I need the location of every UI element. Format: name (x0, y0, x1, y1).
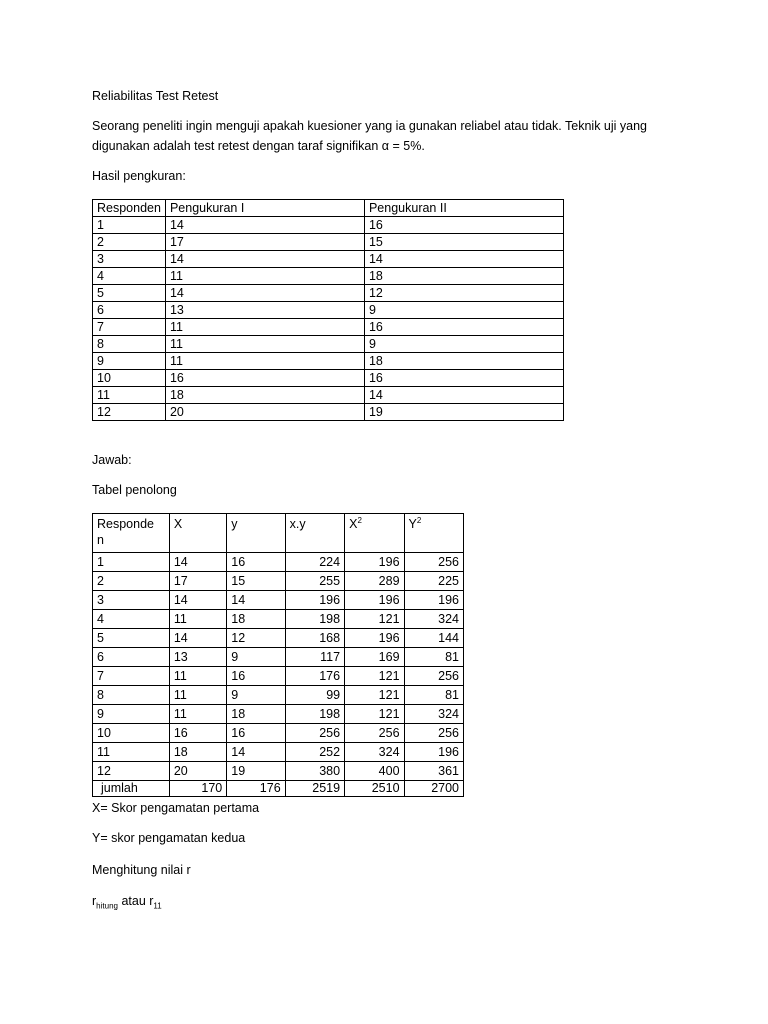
table-row (93, 285, 564, 302)
table-cell: 7 (93, 667, 170, 686)
table-cell: 400 (345, 762, 404, 781)
header-responden: Responde n (93, 514, 170, 553)
table-cell: 81 (404, 686, 463, 705)
table-cell: 12 (364, 285, 563, 302)
header-responden: Responden (93, 200, 166, 217)
table-cell: 256 (285, 724, 344, 743)
table-cell: 324 (345, 743, 404, 762)
table-cell: 9 (93, 705, 170, 724)
table-row (93, 353, 564, 370)
table-row (93, 610, 464, 629)
document-title: Reliabilitas Test Retest (92, 89, 219, 103)
table-cell: 16 (165, 370, 364, 387)
table-cell: 18 (227, 610, 285, 629)
table-cell: 14 (169, 553, 226, 572)
table-header-row (93, 514, 464, 553)
table-cell: 380 (285, 762, 344, 781)
table-header-row (93, 200, 564, 217)
header-pengukuran-2: Pengukuran II (364, 200, 563, 217)
table-cell: 224 (285, 553, 344, 572)
table-cell: 15 (364, 234, 563, 251)
table-cell: 256 (404, 553, 463, 572)
table-cell: 14 (227, 591, 285, 610)
table-cell: 99 (285, 686, 344, 705)
table-cell: 4 (93, 610, 170, 629)
table-row (93, 705, 464, 724)
table-cell: 9 (227, 648, 285, 667)
table-cell: 121 (345, 667, 404, 686)
table-row (93, 319, 564, 336)
table-cell: 13 (169, 648, 226, 667)
table-cell: 6 (93, 302, 166, 319)
table-cell: 9 (364, 336, 563, 353)
table-cell: 16 (227, 553, 285, 572)
table-cell: 10 (93, 724, 170, 743)
table-cell: 6 (93, 648, 170, 667)
table-cell: 256 (404, 667, 463, 686)
table-cell: 14 (165, 217, 364, 234)
total-cell: 176 (227, 781, 285, 797)
table-cell: 3 (93, 591, 170, 610)
table-cell: 14 (364, 251, 563, 268)
table-cell: 361 (404, 762, 463, 781)
table-cell: 16 (364, 319, 563, 336)
table-cell: 11 (93, 387, 166, 404)
table-cell: 176 (285, 667, 344, 686)
table-cell: 18 (169, 743, 226, 762)
results-heading: Hasil pengkuran: (92, 169, 186, 183)
intro-line-2: digunakan adalah test retest dengan taraf signifikan α = 5%. (92, 139, 425, 153)
table-cell: 19 (227, 762, 285, 781)
header-pengukuran-1: Pengukuran I (165, 200, 364, 217)
table-row (93, 667, 464, 686)
answer-heading: Jawab: (92, 453, 132, 467)
table-cell: 196 (404, 743, 463, 762)
table-cell: 255 (285, 572, 344, 591)
table-cell: 18 (165, 387, 364, 404)
helper-table-heading: Tabel penolong (92, 483, 177, 497)
table-row (93, 370, 564, 387)
table-cell: 14 (364, 387, 563, 404)
table-cell: 20 (165, 404, 364, 421)
table-cell: 14 (165, 251, 364, 268)
table-cell: 5 (93, 629, 170, 648)
table-cell: 2 (93, 572, 170, 591)
table-cell: 252 (285, 743, 344, 762)
table-row (93, 629, 464, 648)
helper-table (92, 513, 464, 797)
table-cell: 8 (93, 686, 170, 705)
total-cell: 2700 (404, 781, 463, 797)
header-xy: x.y (285, 514, 344, 553)
table-cell: 7 (93, 319, 166, 336)
table-cell: 198 (285, 705, 344, 724)
table-row (93, 268, 564, 285)
intro-line-1: Seorang peneliti ingin menguji apakah kuesioner yang ia gunakan reliabel atau tidak. Teknik uji yang (92, 119, 648, 133)
table-row (93, 336, 564, 353)
table-cell: 169 (345, 648, 404, 667)
table-cell: 9 (364, 302, 563, 319)
table-cell: 11 (169, 686, 226, 705)
table-cell: 10 (93, 370, 166, 387)
table-cell: 225 (404, 572, 463, 591)
header-x: X (169, 514, 226, 553)
table-cell: 196 (285, 591, 344, 610)
table-row (93, 404, 564, 421)
table-row (93, 217, 564, 234)
table-cell: 8 (93, 336, 166, 353)
table-cell: 117 (285, 648, 344, 667)
total-cell: 2510 (345, 781, 404, 797)
table-cell: 289 (345, 572, 404, 591)
table-cell: 256 (345, 724, 404, 743)
total-cell: 170 (169, 781, 226, 797)
table-cell: 11 (169, 667, 226, 686)
table-cell: 11 (93, 743, 170, 762)
table-cell: 15 (227, 572, 285, 591)
table-cell: 121 (345, 705, 404, 724)
table-row (93, 724, 464, 743)
table-cell: 9 (227, 686, 285, 705)
table-cell: 13 (165, 302, 364, 319)
table-cell: 14 (227, 743, 285, 762)
table-cell: 324 (404, 610, 463, 629)
table-cell: 18 (227, 705, 285, 724)
table-cell: 196 (345, 591, 404, 610)
compute-heading: Menghitung nilai r (92, 863, 191, 877)
header-y-squared: $Y^2$ (404, 514, 463, 553)
table-cell: 16 (227, 667, 285, 686)
table-cell: 16 (364, 217, 563, 234)
y-definition: Y= skor pengamatan kedua (92, 831, 246, 845)
table-cell: 121 (345, 610, 404, 629)
table-row (93, 387, 564, 404)
table-cell: 1 (93, 217, 166, 234)
table-row (93, 648, 464, 667)
table-cell: 12 (93, 762, 170, 781)
table-cell: 11 (169, 610, 226, 629)
table-row (93, 591, 464, 610)
table-cell: 4 (93, 268, 166, 285)
total-cell: 2519 (285, 781, 344, 797)
table-row (93, 553, 464, 572)
table-cell: 81 (404, 648, 463, 667)
table-cell: 196 (345, 553, 404, 572)
table-cell: 9 (93, 353, 166, 370)
table-cell: 5 (93, 285, 166, 302)
table-cell: 14 (169, 629, 226, 648)
table-cell: 12 (227, 629, 285, 648)
table-cell: 121 (345, 686, 404, 705)
table-row (93, 743, 464, 762)
table-cell: 14 (169, 591, 226, 610)
table-cell: 11 (165, 353, 364, 370)
table-cell: 17 (165, 234, 364, 251)
header-x-squared: $X^2$ (345, 514, 404, 553)
table-cell: 144 (404, 629, 463, 648)
table-cell: 2 (93, 234, 166, 251)
table-cell: 3 (93, 251, 166, 268)
table-cell: 16 (227, 724, 285, 743)
table-cell: 14 (165, 285, 364, 302)
table-cell: 20 (169, 762, 226, 781)
table-row (93, 762, 464, 781)
header-y: y (227, 514, 285, 553)
table-cell: 18 (364, 268, 563, 285)
table-row (93, 251, 564, 268)
total-row (93, 781, 464, 797)
table-cell: 12 (93, 404, 166, 421)
document-page (92, 0, 692, 1024)
measurement-table (92, 199, 564, 421)
total-label: jumlah (93, 781, 170, 797)
table-cell: 11 (169, 705, 226, 724)
table-cell: 18 (364, 353, 563, 370)
table-cell: 324 (404, 705, 463, 724)
table-cell: 168 (285, 629, 344, 648)
table-cell: 196 (404, 591, 463, 610)
table-cell: 196 (345, 629, 404, 648)
x-definition: X= Skor pengamatan pertama (92, 801, 260, 815)
table-cell: 11 (165, 336, 364, 353)
table-cell: 256 (404, 724, 463, 743)
table-cell: 19 (364, 404, 563, 421)
table-cell: 11 (165, 268, 364, 285)
r-notation: $r_{hitung}$ atau $r_{11}$ (92, 894, 162, 911)
table-cell: 1 (93, 553, 170, 572)
table-row (93, 302, 564, 319)
table-row (93, 234, 564, 251)
table-cell: 198 (285, 610, 344, 629)
table-cell: 16 (364, 370, 563, 387)
table-cell: 16 (169, 724, 226, 743)
table-cell: 17 (169, 572, 226, 591)
table-row (93, 572, 464, 591)
table-row (93, 686, 464, 705)
table-cell: 11 (165, 319, 364, 336)
